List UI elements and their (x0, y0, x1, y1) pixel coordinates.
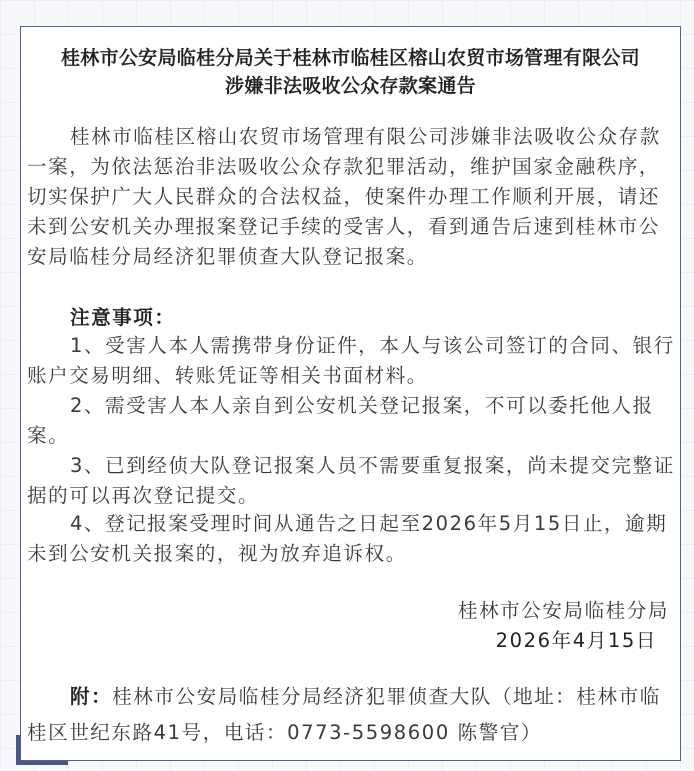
notice-title-line1: 桂林市公安局临桂分局关于桂林市临桂区榕山农贸市场管理有限公司 (60, 47, 640, 69)
note-line: 1、受害人本人需携带身份证件，本人与该公司签订的合同、银行 (70, 334, 675, 357)
body-line: 未到公安机关办理报案登记手续的受害人，看到通告后速到桂林市公 (27, 215, 661, 238)
body-line: 安局临桂分局经济犯罪侦查大队登记报案。 (27, 245, 428, 268)
notes-heading: 注意事项： (70, 306, 176, 329)
body-line: 桂林市临桂区榕山农贸市场管理有限公司涉嫌非法吸收公众存款 (70, 125, 661, 148)
attachment-text: 桂林市公安局临桂分局经济犯罪侦查大队（地址：桂林市临 (112, 685, 661, 708)
note-line: 3、已到经侦大队登记报案人员不需要重复报案，尚未提交完整证 (70, 454, 675, 477)
note-line: 案。 (27, 424, 70, 447)
notice-card (20, 26, 681, 761)
attachment-line (27, 685, 694, 709)
note-line: 账户交易明细、转账凭证等相关书面材料。 (27, 364, 428, 387)
note-line: 据的可以再次登记提交。 (27, 484, 260, 507)
notice-title-line2: 涉嫌非法吸收公众存款案通告 (225, 75, 476, 97)
attachment-label: 附： (70, 685, 113, 708)
body-line: 一案，为依法惩治非法吸收公众存款犯罪活动，维护国家金融秩序， (27, 155, 661, 178)
date: 2026年4月15日 (495, 629, 657, 652)
signature: 桂林市公安局临桂分局 (457, 599, 669, 622)
note-line: 4、登记报案受理时间从通告之日起至2026年5月15日止，逾期 (70, 512, 668, 535)
body-line: 切实保护广大人民群众的合法权益，使案件办理工作顺利开展，请还 (27, 185, 661, 208)
note-line: 未到公安机关报案的，视为放弃追诉权。 (27, 542, 407, 565)
attachment-line: 桂区世纪东路41号，电话：0773-5598600 陈警官） (27, 721, 543, 744)
note-line: 2、需受害人本人亲自到公安机关登记报案，不可以委托他人报 (70, 394, 654, 417)
